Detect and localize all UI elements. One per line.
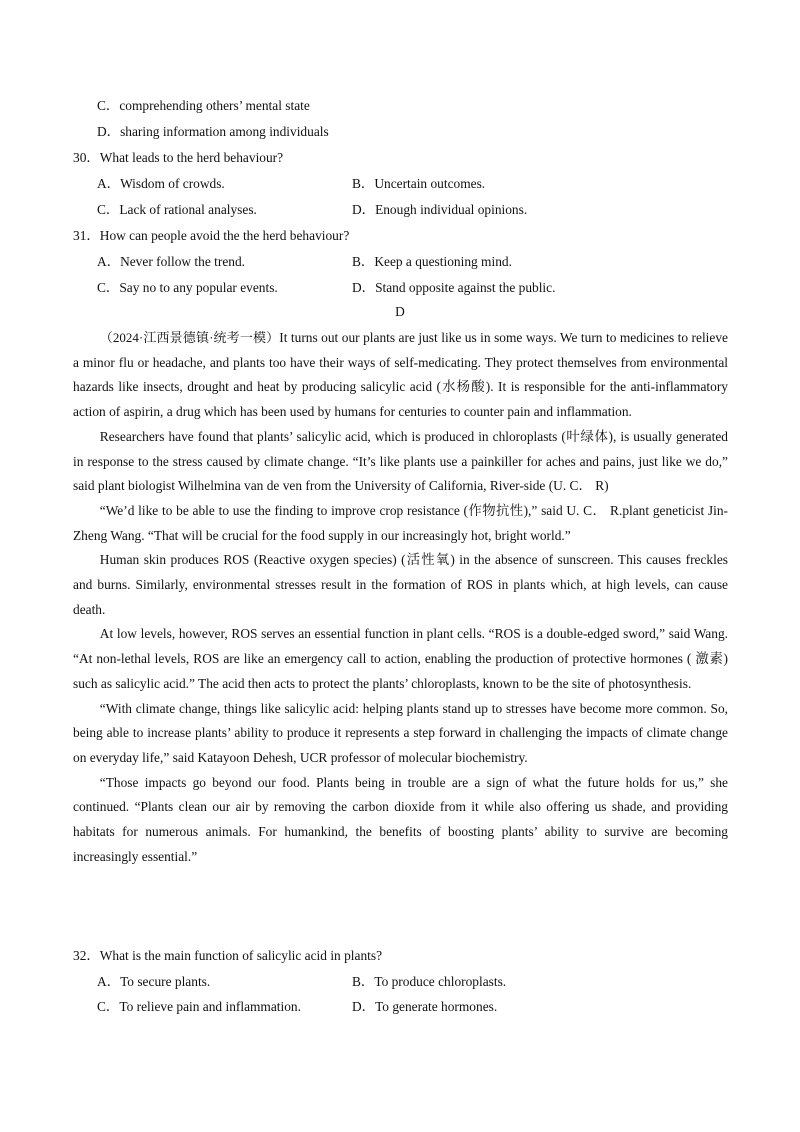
passage-paragraph: At low levels, however, ROS serves an essential function in plant cells. “ROS is a double-edged sword,” said Wang. “At non-lethal levels, ROS are like an emergency call to action, enabling the production of protective hormones ( 激素) such as salicylic acid.” The acid then acts to protect the plants’ chloroplasts, known to be the site of photosynthesis. xyxy=(73,626,728,691)
passage-paragraph: “Those impacts go beyond our food. Plants being in trouble are a sign of what the future holds for us,” she continued. “Plants clean our air by removing the carbon dioxide from it while also offering us shade, and providing habitats for numerous animals. For humankind, the benefits of boosting plants’ ability to survive are becoming increasingly essential.” xyxy=(73,774,728,864)
q32-option-a: A．To secure plants. xyxy=(97,974,211,989)
q30-option-a: A．Wisdom of crowds. xyxy=(97,176,225,191)
q32-option-d: D．To generate hormones. xyxy=(352,999,498,1014)
q30-option-d: D．Enough individual opinions. xyxy=(352,202,528,217)
passage-source: （2024·江西景德镇·统考一模） xyxy=(99,330,280,345)
section-heading: D xyxy=(395,304,405,319)
q31-option-d: D．Stand opposite against the public. xyxy=(352,280,556,295)
q31-option-a: A．Never follow the trend. xyxy=(97,254,245,269)
reading-passage xyxy=(73,326,728,869)
q30-option-c: C．Lack of rational analyses. xyxy=(97,202,257,217)
passage-paragraph: Human skin produces ROS (Reactive oxygen species) (活性氧) in the absence of sunscreen. This causes freckles and burns. Similarly, environmental stresses result in the formation of ROS in plants which, at high levels, can cause death. xyxy=(73,552,728,617)
passage-paragraph: “With climate change, things like salicylic acid: helping plants stand up to stresses have become more common. So, being able to increase plants’ ability to produce it represents a step forward in challenging the impacts of climate change on everyday life,” said Katayoon Dehesh, UCR professor of molecular biochemistry. xyxy=(73,700,728,765)
question-31-stem: 31．How can people avoid the the herd behaviour? xyxy=(73,228,350,243)
option-c: C．comprehending others’ mental state xyxy=(97,98,310,113)
q31-option-c: C．Say no to any popular events. xyxy=(97,280,278,295)
passage-paragraph: （2024·江西景德镇·统考一模）It turns out our plants are just like us in some ways. We turn to medicines to relieve a minor flu or headache, and plants too have their ways of self-medicating. They protect themselves from environmental hazards like insects, drought and heat by producing salicylic acid (水杨酸). It is responsible for the anti-inflammatory action of aspirin, a drug which has been used by humans for centuries to counter pain and inflammation. xyxy=(73,330,728,420)
q30-option-b: B．Uncertain outcomes. xyxy=(352,176,486,191)
q32-option-b: B．To produce chloroplasts. xyxy=(352,974,507,989)
option-d: D．sharing information among individuals xyxy=(97,124,329,139)
passage-paragraph: “We’d like to be able to use the finding to improve crop resistance (作物抗性),” said U. C． R.plant geneticist Jin-Zheng Wang. “That will be crucial for the food supply in our increasingly hot, bright world.” xyxy=(73,502,728,543)
passage-paragraph: Researchers have found that plants’ salicylic acid, which is produced in chloroplasts (叶绿体), is usually generated in response to the stress caused by climate change. “It’s like plants use a painkiller for aches and pains, just like we do,” said plant biologist Wilhelmina van de ven from the University of California, River-side (U. C． R) xyxy=(73,428,728,494)
question-32-stem: 32．What is the main function of salicylic acid in plants? xyxy=(73,948,383,963)
q32-option-c: C．To relieve pain and inflammation. xyxy=(97,999,301,1014)
q31-option-b: B．Keep a questioning mind. xyxy=(352,254,512,269)
question-30-stem: 30．What leads to the herd behaviour? xyxy=(73,150,284,165)
